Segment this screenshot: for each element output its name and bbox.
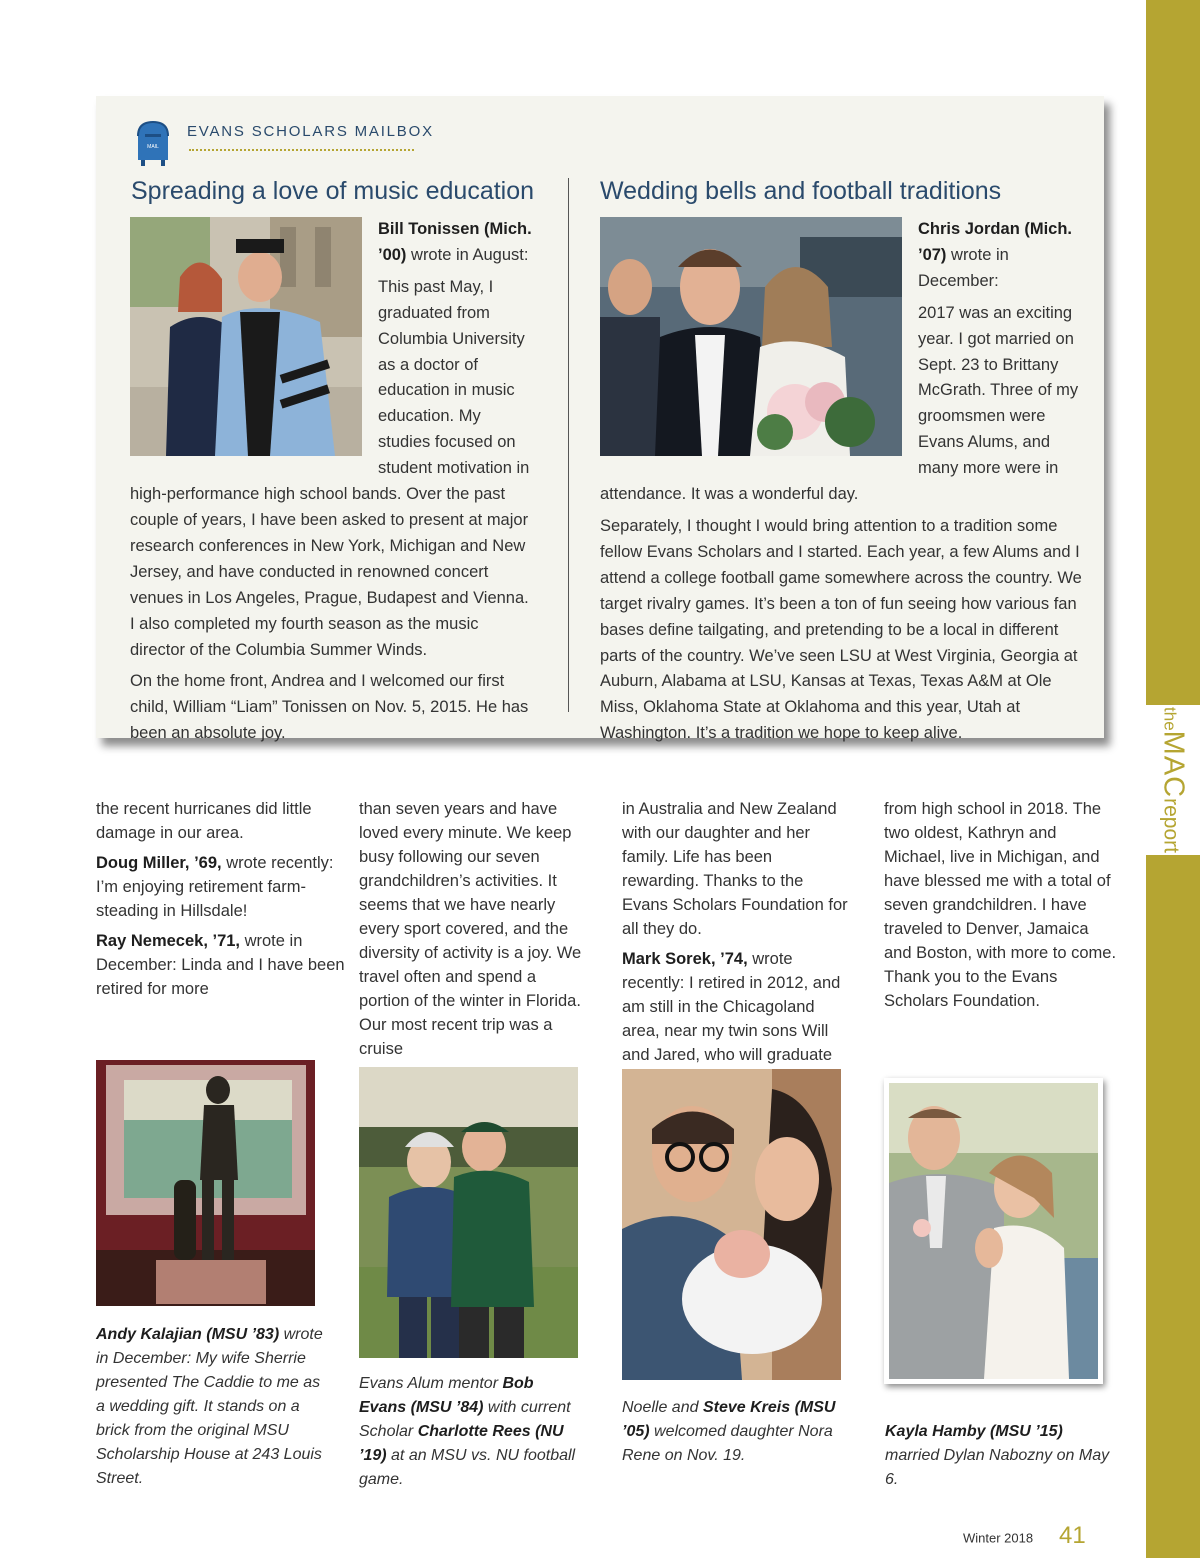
mailbox-box [96,96,1104,743]
col1-doug-text: wrote recently: I’m enjoying retirement farm-steading in Hillsdale! [96,854,334,920]
magazine-name [1157,707,1190,853]
caption-kreis-pre: Noelle and [622,1399,703,1416]
caption-bob-post: at an MSU vs. NU football game. [359,1447,576,1488]
story2-headline: Wedding bells and football traditions [600,177,1002,205]
story1-author: Bill Tonissen (Mich. ’00) [378,220,532,264]
text-column-1 [96,797,346,1007]
caption-bob-pre: Evans Alum mentor [359,1375,503,1392]
story1-intro: wrote in August: [406,245,529,264]
caption-kreis-name: Steve Kreis (MSU ’05) [622,1399,836,1440]
story2-author: Chris Jordan (Mich. ’07) [918,220,1073,264]
kreis-baby-photo [622,1069,841,1380]
story2-para1: 2017 was an exciting year. I got married on Sept. 23 to Brittany McGrath. Three of my groomsmen were Evans Alums, and many more were in attendance. It was a wonderful day. [600,303,1079,504]
col3-lead: in Australia and New Zealand with our daughter and her family. Life has been rewarding. Thanks to the Evans Scholars Foundation for all they do. [622,800,848,938]
story1-para2: On the home front, Andrea and I welcomed our first child, William “Liam” Tonissen on Nov. 5, 2015. He has been an absolute joy. [130,672,529,743]
text-column-2 [359,797,584,1067]
caption-andy-text: wrote in December: My wife Sherrie presented The Caddie to me as a wedding gift. It stands on a brick from the original MSU Scholarship House at 243 Louis Street. [96,1326,323,1487]
col3-mark-name: Mark Sorek, ’74, [622,950,748,968]
text-column-4 [884,797,1119,1019]
caption-kreis [622,1396,852,1468]
col3-mark-text: wrote recently: I retired in 2012, and am still in the Chicagoland area, near my twin sons Will and Jared, who will graduate [622,950,841,1064]
caddie-statue-photo [96,1060,315,1306]
caption-hamby-post: married Dylan Nabozny on May 6. [885,1447,1110,1488]
mailbox-icon-label: MAIL [147,144,159,150]
col4-text: from high school in 2018. The two oldest, Kathryn and Michael, live in Michigan, and have blessed me with a total of seven grandchildren. I have traveled to Denver, Jamaica and Boston, with more to come. Thank you to the Evans Scholars Foundation. [884,800,1117,1010]
caption-andy-name: Andy Kalajian (MSU ’83) [96,1326,280,1343]
graduation-photo [130,217,362,456]
mailbox-icon [136,120,170,166]
story2-intro: wrote in December: [918,245,1009,290]
story1-headline: Spreading a love of music education [131,177,535,205]
caption-hamby-name: Kayla Hamby (MSU ’15) [885,1423,1063,1440]
bob-evans-photo [359,1067,578,1358]
issue-season: Winter 2018 [963,1530,1034,1546]
column-divider [568,178,569,712]
story1-para1: This past May, I graduated from Columbia University as a doctor of education in music education. My studies focused on student motivation in high-performance high school bands. Over the past couple of years, I have been asked to present at major research conferences in New York, Michigan and New Jersey, and have conducted in renowned concert venues in Los Angeles, Prague, Budapest and Vienna. I also completed my fourth season as the music director of the Columbia Summer Winds. [130,277,530,659]
section-label: EVANS SCHOLARS MAILBOX [187,123,434,140]
caption-andy [96,1323,331,1491]
magazine-name-mac: MAC [1157,730,1190,799]
magazine-name-report: report [1159,798,1183,853]
col1-doug-name: Doug Miller, ’69, [96,854,222,872]
caption-bob [359,1372,584,1492]
magazine-name-the: the [1160,707,1180,731]
caption-hamby [885,1420,1120,1492]
col2-text: than seven years and have loved every minute. We keep busy following our seven grandchildren’s activities. It seems that we have nearly every sport covered, and the diversity of activity is a joy. We travel often and spend a portion of the winter in Florida. Our most recent trip was a cruise [359,800,582,1058]
col1-lead: the recent hurricanes did little damage in our area. [96,800,312,842]
hamby-wedding-photo [884,1078,1103,1384]
text-column-3 [622,797,852,1073]
page-number: 41 [1059,1522,1086,1549]
caption-kreis-post: welcomed daughter Nora Rene on Nov. 19. [622,1423,833,1464]
story2-para2: Separately, I thought I would bring attention to a tradition some fellow Evans Scholars and I started. Each year, a few Alums and I attend a college football game somewhere across the country. We target rivalry games. It’s been a ton of fun seeing how various fan bases define tailgating, and pretending to be a local in different parts of the country. We’ve seen LSU at West Virginia, Georgia at Auburn, Alabama at LSU, Kansas at Texas, Texas A&M at Ole Miss, Oklahoma State at Oklahoma and this year, Utah at Washington. It’s a tradition we hope to keep alive. [600,516,1082,743]
col1-ray-text: wrote in December: Linda and I have been retired for more [96,932,345,998]
story1-body [130,217,535,753]
section-label-dots [189,149,414,151]
wedding-photo [600,217,902,456]
caption-bob-mid: with current Scholar [359,1399,571,1440]
story2-body [600,217,1094,753]
caption-bob-name: Bob Evans (MSU ’84) [359,1375,534,1416]
caption-charlotte-name: Charlotte Rees (NU ’19) [359,1423,564,1464]
col1-ray-name: Ray Nemecek, ’71, [96,932,241,950]
